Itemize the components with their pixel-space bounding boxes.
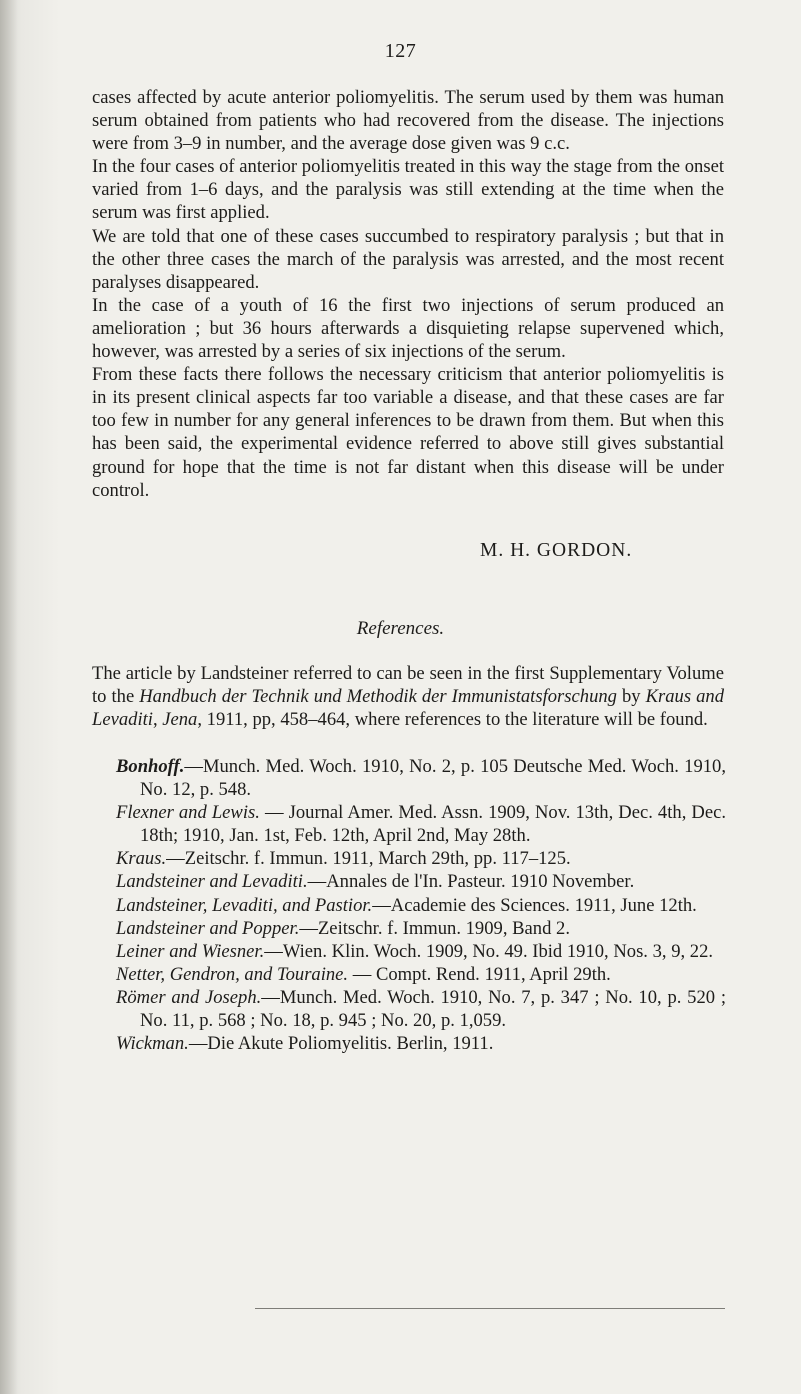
reference-text: — Journal Amer. Med. Assn. 1909, Nov. 13th, Dec. 4th, Dec. 18th; 1910, Jan. 1st, Feb. 12th, April 2nd, May 28th. bbox=[140, 802, 726, 847]
intro-place: Jena bbox=[162, 709, 198, 731]
reference-entry bbox=[116, 940, 726, 963]
body-text bbox=[92, 86, 724, 502]
paragraph-2: In the four cases of anterior poliomyelitis treated in this way the stage from the onset varied from 1–6 days, and the paralysis was still extending at the time when the serum was first applied. bbox=[92, 156, 724, 224]
reference-entry bbox=[116, 847, 726, 870]
reference-author: Römer and Joseph. bbox=[116, 986, 262, 1008]
reference-author: Kraus. bbox=[116, 848, 167, 870]
binding-shadow bbox=[0, 0, 18, 1394]
reference-text: —Munch. Med. Woch. 1910, No. 2, p. 105 Deutsche Med. Woch. 1910, No. 12, p. 548. bbox=[140, 756, 726, 801]
reference-text: — Compt. Rend. 1911, April 29th. bbox=[348, 963, 611, 985]
reference-author: Flexner and Lewis. bbox=[116, 802, 260, 824]
reference-author: Landsteiner, Levaditi, and Pastior. bbox=[116, 894, 373, 916]
paragraph-1: cases affected by acute anterior poliomyelitis. The serum used by them was human serum obtained from patients who had recovered from the disease. The injections were from 3–9 in number, and the average dose given was 9 c.c. bbox=[92, 87, 724, 155]
reference-entry bbox=[116, 917, 726, 940]
intro-text-before: The article by Landsteiner referred to can be seen in the first Supplementary Volume to the bbox=[92, 663, 724, 708]
reference-author: Leiner and Wiesner. bbox=[116, 940, 265, 962]
reference-text: —Zeitschr. f. Immun. 1909, Band 2. bbox=[299, 917, 570, 939]
reference-text: —Academie des Sciences. 1911, June 12th. bbox=[372, 894, 697, 916]
paragraph-5: From these facts there follows the necessary criticism that anterior poliomyelitis is in its present clinical aspects far too variable a disease, and that these cases are far too few in number for any general inferences to be drawn from them. But when this has been said, the experimental evidence referred to above still gives substantial ground for hope that the time is not far distant when this disease will be under control. bbox=[92, 364, 724, 501]
reference-text: —Wien. Klin. Woch. 1909, No. 49. Ibid 1910, Nos. 3, 9, 22. bbox=[264, 940, 714, 962]
reference-entry bbox=[116, 755, 726, 801]
bottom-rule bbox=[255, 1308, 725, 1309]
reference-text: —Die Akute Poliomyelitis. Berlin, 1911. bbox=[188, 1033, 494, 1055]
reference-entry bbox=[116, 963, 726, 986]
intro-text-after: , 1911, pp, 458–464, where references to the literature will be found. bbox=[197, 709, 708, 731]
reference-entry bbox=[116, 894, 726, 917]
paragraph-4: In the case of a youth of 16 the first two injections of serum produced an amelioration ; but 36 hours afterwards a disquieting relapse supervened which, however, was arrested by a series of six injections of the serum. bbox=[92, 294, 724, 363]
references-list bbox=[116, 755, 726, 1055]
reference-entry bbox=[116, 870, 726, 893]
reference-text: —Zeitschr. f. Immun. 1911, March 29th, pp. 117–125. bbox=[166, 848, 571, 870]
reference-text: —Annales de l'In. Pasteur. 1910 November. bbox=[307, 871, 635, 893]
intro-editors: Kraus and Levaditi bbox=[92, 686, 725, 731]
page-number: 127 bbox=[384, 40, 417, 62]
reference-entry bbox=[116, 801, 726, 847]
reference-text: —Munch. Med. Woch. 1910, No. 7, p. 347 ; No. 10, p. 520 ; No. 11, p. 568 ; No. 18, p. 945 ; No. 20, p. 1,059. bbox=[140, 986, 726, 1032]
reference-author: Landsteiner and Levaditi. bbox=[116, 871, 308, 893]
paragraph-3: We are told that one of these cases succumbed to respiratory paralysis ; but that in the other three cases the march of the paralysis was arrested, and the most recent paralyses disappeared. bbox=[92, 225, 724, 293]
author-signature: M. H. GORDON. bbox=[480, 540, 633, 561]
reference-entry bbox=[116, 1032, 726, 1055]
references-intro: The article by Landsteiner referred to can be seen in the first Supplementary Volume to the Handbuch der Technik und Methodik der Immunistatsforschung by Kraus and Levaditi, Jena, 1911, pp, 458–464, where references to the literature will be found. bbox=[92, 663, 725, 731]
reference-author: Wickman. bbox=[116, 1033, 189, 1055]
references-heading: References. bbox=[356, 618, 445, 639]
reference-entry bbox=[116, 986, 726, 1032]
reference-author: Landsteiner and Popper. bbox=[116, 917, 300, 939]
intro-text-by: by bbox=[616, 686, 646, 708]
intro-book-title: Handbuch der Technik und Methodik der Immunistatsforschung bbox=[139, 686, 617, 708]
reference-author: Netter, Gendron, and Touraine. bbox=[116, 963, 349, 985]
reference-author: Bonhoff. bbox=[116, 756, 185, 777]
